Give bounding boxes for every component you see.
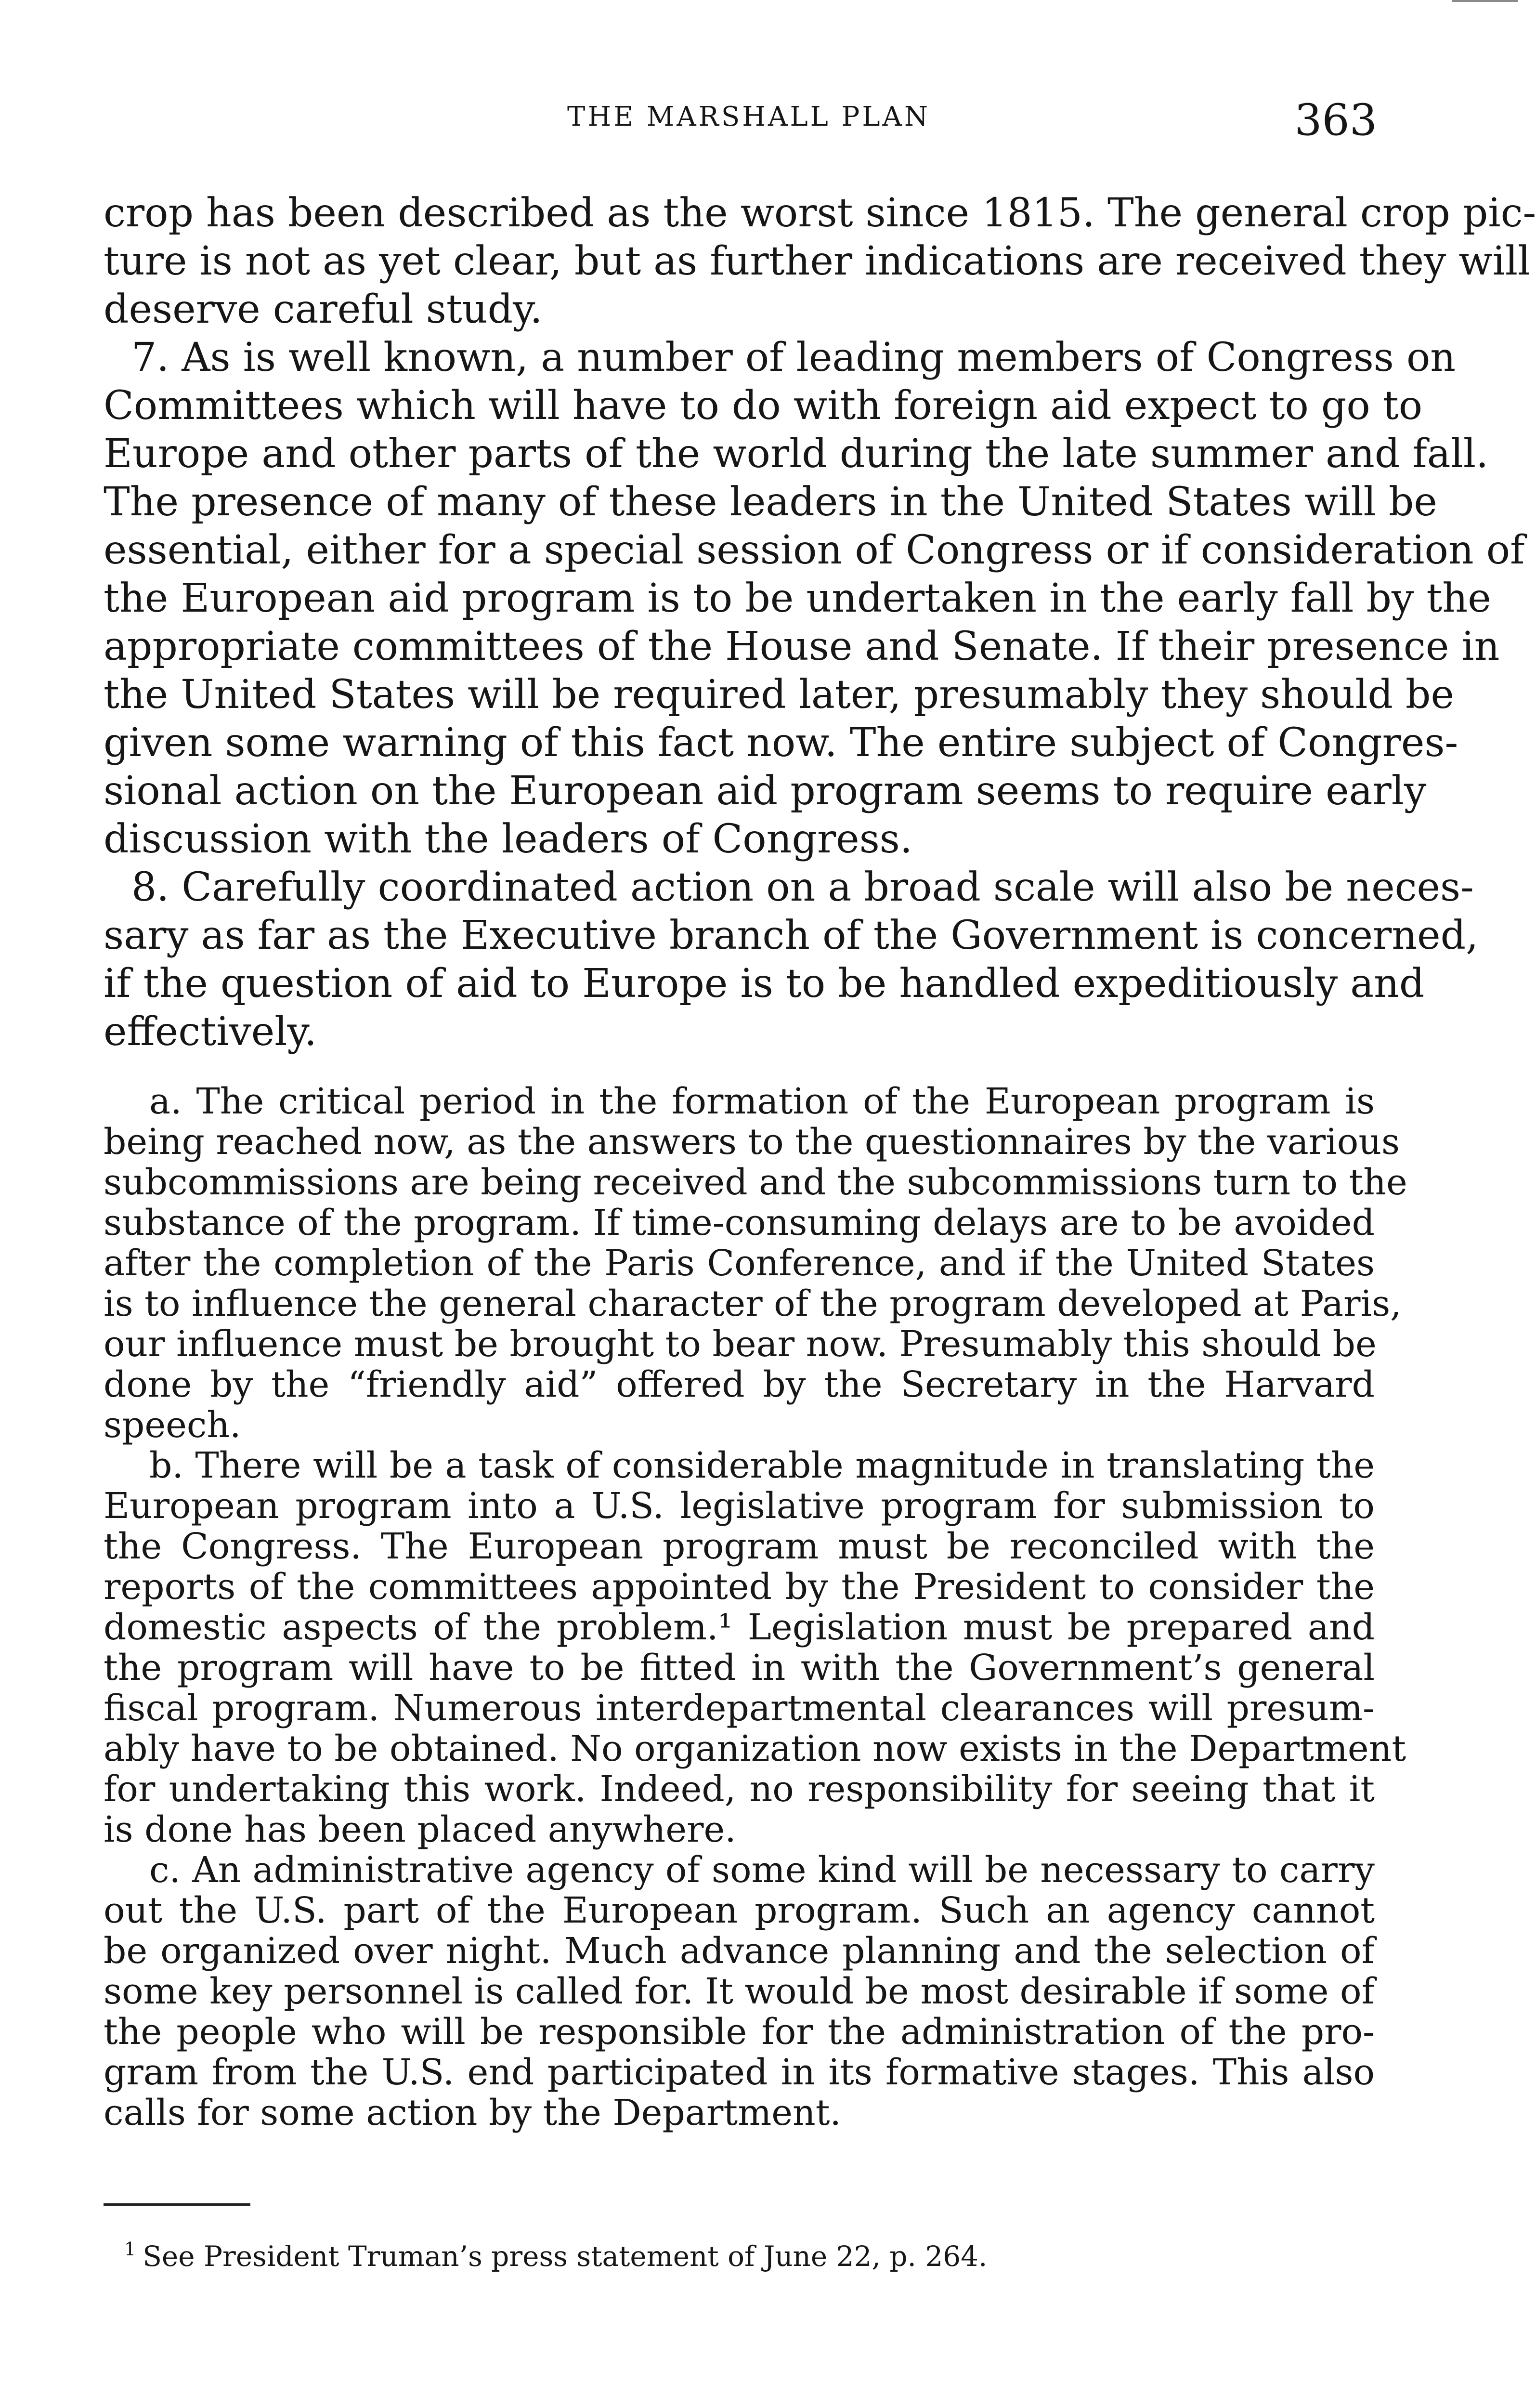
text-line: calls for some action by the Department. bbox=[104, 2092, 841, 2133]
footnote-marker: 1 bbox=[124, 2238, 136, 2260]
text-line: Committees which will have to do with foreign aid expect to go to bbox=[104, 383, 1423, 429]
text-line: effectively. bbox=[104, 1009, 317, 1055]
text-line: if the question of aid to Europe is to be handled expeditiously and bbox=[104, 961, 1425, 1007]
text-line: speech. bbox=[104, 1404, 241, 1446]
paragraph-8-start: 8. Carefully coordinated action on a broad scale will also be neces- bbox=[131, 864, 1474, 910]
text-line: after the completion of the Paris Conference, and if the United States bbox=[104, 1243, 1375, 1284]
page-number: 363 bbox=[1294, 95, 1377, 145]
subparagraph-b-start: b. There will be a task of considerable magnitude in translating the bbox=[149, 1445, 1375, 1486]
text-line: essential, either for a special session of Congress or if consideration of bbox=[104, 527, 1525, 573]
text-line: gram from the U.S. end participated in its formative stages. This also bbox=[104, 2052, 1375, 2093]
text-line: the United States will be required later, presumably they should be bbox=[104, 672, 1455, 718]
text-line: subcommissions are being received and the subcommissions turn to the bbox=[104, 1162, 1407, 1203]
text-line: ably have to be obtained. No organization now exists in the Department bbox=[104, 1728, 1406, 1769]
text-line: European program into a U.S. legislative program for submission to bbox=[104, 1485, 1375, 1527]
text-line: sary as far as the Executive branch of the Government is concerned, bbox=[104, 913, 1479, 958]
text-line: given some warning of this fact now. The entire subject of Congres- bbox=[104, 720, 1458, 766]
text-line: sional action on the European aid program seems to require early bbox=[104, 768, 1427, 814]
text-line: Europe and other parts of the world during the late summer and fall. bbox=[104, 431, 1489, 477]
footnote-divider bbox=[104, 2203, 250, 2206]
paragraph-7-start: 7. As is well known, a number of leading members of Congress on bbox=[131, 335, 1456, 380]
text-line: reports of the committees appointed by the President to consider the bbox=[104, 1566, 1375, 1608]
text-line-with-footnote-ref: domestic aspects of the problem.¹ Legislation must be prepared and bbox=[104, 1607, 1375, 1648]
text-line: the Congress. The European program must be reconciled with the bbox=[104, 1526, 1375, 1567]
text-line: being reached now, as the answers to the questionnaires by the various bbox=[104, 1121, 1400, 1163]
text-line: our influence must be brought to bear now. Presumably this should be bbox=[104, 1323, 1377, 1365]
text-line: the program will have to be fitted in with the Government’s general bbox=[104, 1647, 1375, 1688]
text-line: is to influence the general character of the program developed at Paris, bbox=[104, 1283, 1402, 1324]
text-line: for undertaking this work. Indeed, no responsibility for seeing that it bbox=[104, 1768, 1375, 1810]
text-line: the European aid program is to be undertaken in the early fall by the bbox=[104, 576, 1491, 621]
subparagraph-c-start: c. An administrative agency of some kind will be necessary to carry bbox=[149, 1849, 1375, 1891]
text-line: crop has been described as the worst since 1815. The general crop pic- bbox=[104, 190, 1536, 236]
text-line: discussion with the leaders of Congress. bbox=[104, 816, 912, 862]
text-line: substance of the program. If time-consuming delays are to be avoided bbox=[104, 1202, 1375, 1243]
text-line: done by the “friendly aid” offered by the Secretary in the Harvard bbox=[104, 1364, 1375, 1405]
text-line: out the U.S. part of the European program. Such an agency cannot bbox=[104, 1890, 1375, 1931]
subparagraph-a-start: a. The critical period in the formation of the European program is bbox=[149, 1081, 1375, 1122]
text-line: ture is not as yet clear, but as further indications are received they will bbox=[104, 238, 1531, 284]
footnote-text: See President Truman’s press statement of June 22, p. 264. bbox=[143, 2240, 988, 2273]
footnote bbox=[124, 2232, 1232, 2273]
text-line: be organized over night. Much advance planning and the selection of bbox=[104, 1930, 1375, 1972]
running-head: THE MARSHALL PLAN bbox=[567, 101, 930, 132]
main-body-text bbox=[104, 189, 1536, 1056]
text-line: deserve careful study. bbox=[104, 287, 543, 332]
text-line: the people who will be responsible for the administration of the pro- bbox=[104, 2011, 1375, 2053]
text-line: fiscal program. Numerous interdepartmental clearances will presum- bbox=[104, 1688, 1375, 1729]
text-line: some key personnel is called for. It would be most desirable if some of bbox=[104, 1971, 1375, 2012]
text-line: appropriate committees of the House and Senate. If their presence in bbox=[104, 624, 1500, 669]
text-line: is done has been placed anywhere. bbox=[104, 1809, 736, 1850]
subparagraphs-text bbox=[104, 1081, 1407, 2133]
text-line: The presence of many of these leaders in the United States will be bbox=[104, 479, 1437, 525]
top-edge-rule bbox=[1452, 0, 1518, 2]
